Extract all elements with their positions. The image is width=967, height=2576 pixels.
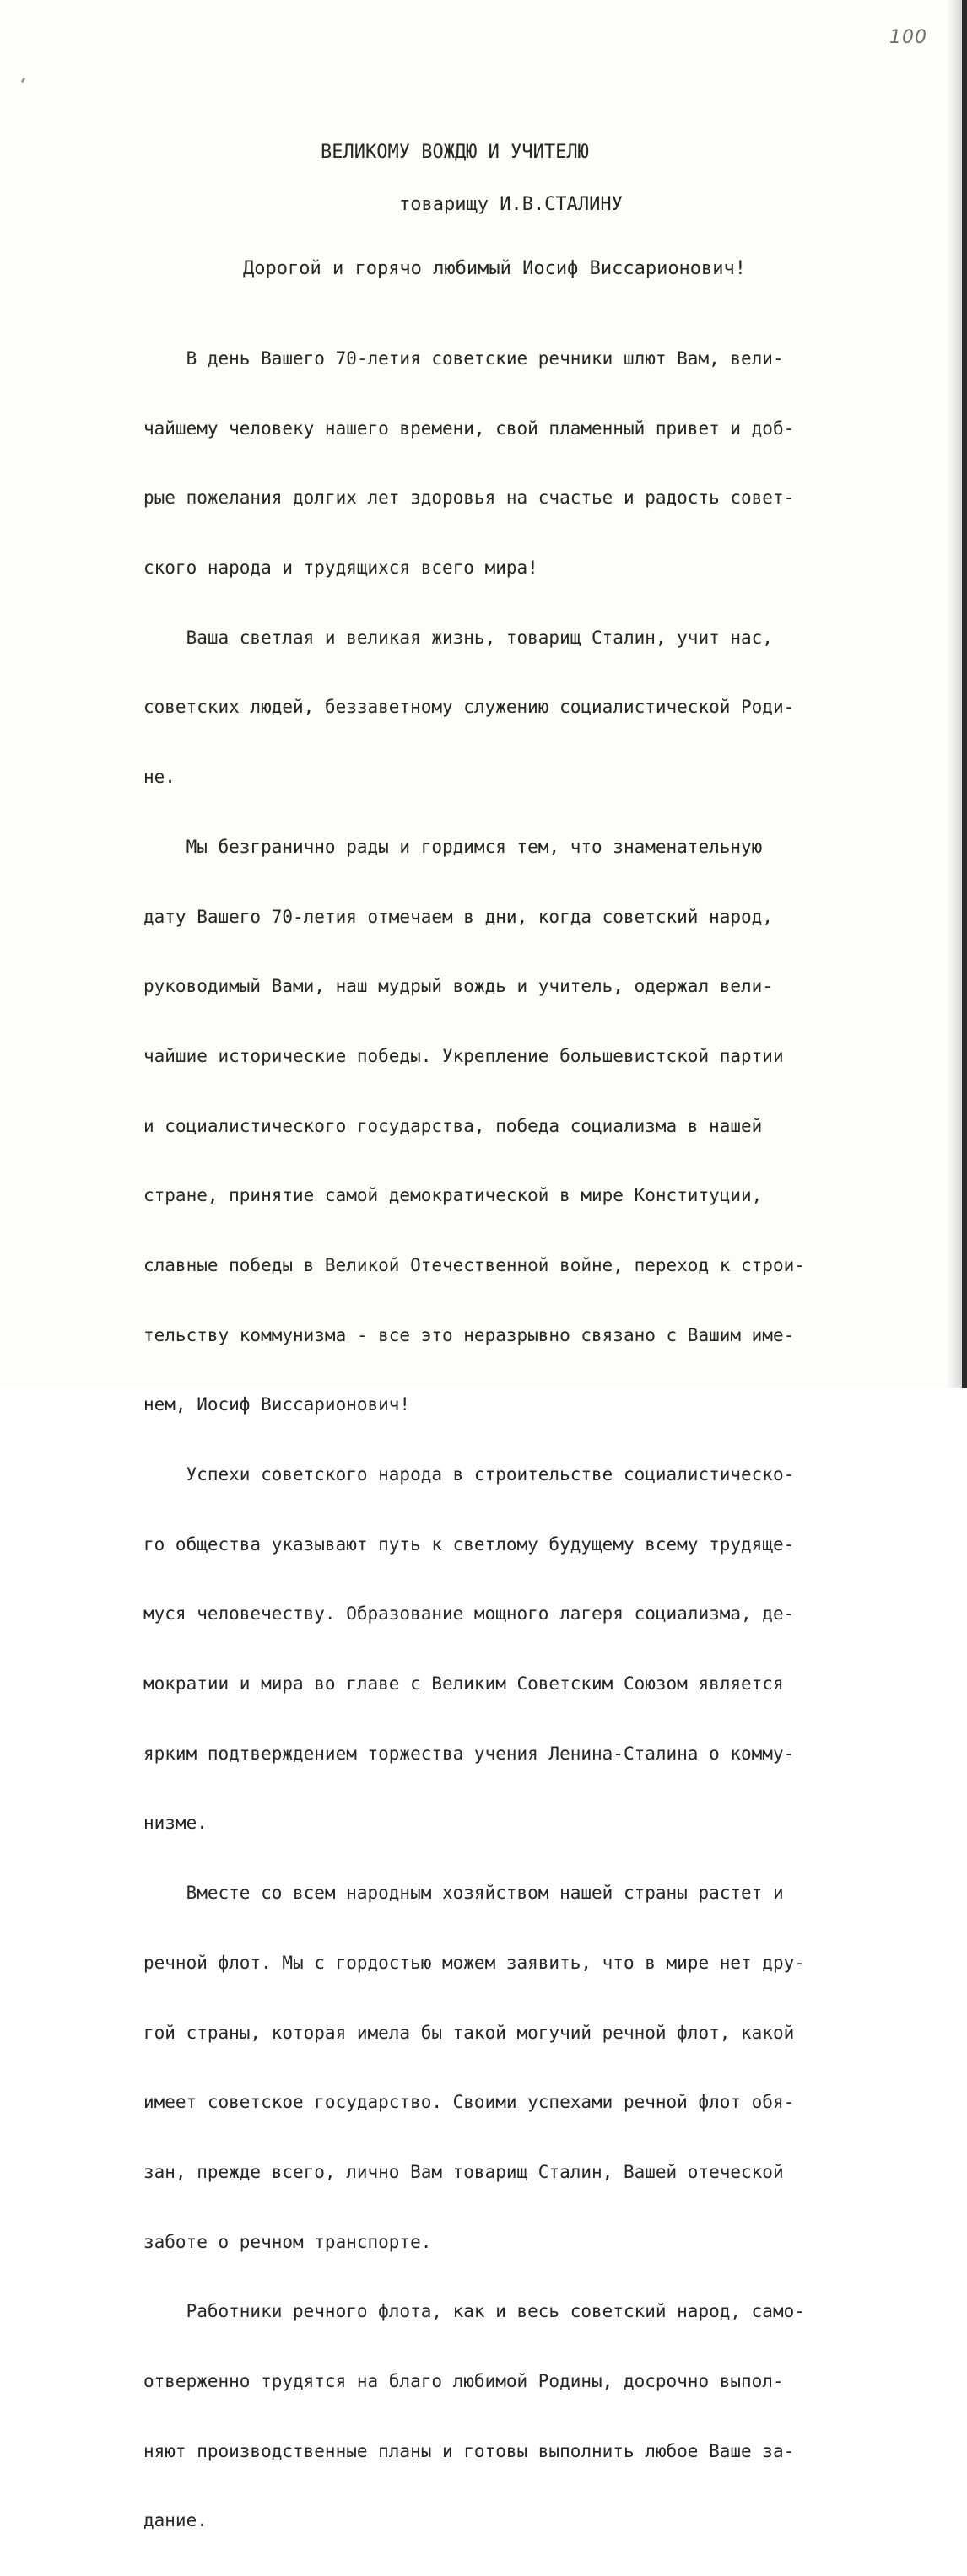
body-line: чайшему человеку нашего времени, свой пламенный привет и доб- <box>143 418 795 439</box>
body-line: тельству коммунизма - все это неразрывно связано с Вашим име- <box>143 1324 795 1345</box>
salutation: Дорогой и горячо любимый Иосиф Виссарионович! <box>243 258 747 279</box>
body-line: стране, принятие самой демократической в мире Конституции, <box>143 1185 763 1206</box>
body-line: чайшие исторические победы. Укрепление большевистской партии <box>143 1045 784 1066</box>
body-line: рые пожелания долгих лет здоровья на счастье и радость совет- <box>143 488 795 509</box>
body-line: Ваша светлая и великая жизнь, товарищ Сталин, учит нас, <box>143 627 773 648</box>
heading-line-2: товарищу И.В.СТАЛИНУ <box>399 194 623 215</box>
body-line: дату Вашего 70-летия отмечаем в дни, когда советский народ, <box>143 906 773 927</box>
body-line: дание. <box>143 2510 208 2531</box>
page-edge-shadow <box>947 0 962 1388</box>
body-line: В день Вашего 70-летия советские речники шлют Вам, вели- <box>143 348 784 369</box>
body-line: имеет советское государство. Своими успехами речной флот обя- <box>143 2092 795 2113</box>
body-line: го общества указывают путь к светлому будущему всему трудяще- <box>143 1533 795 1555</box>
body-line: няют производственные планы и готовы выполнить любое Ваше за- <box>143 2440 795 2461</box>
body-line: Успехи советского народа в строительстве социалистическо- <box>143 1464 795 1485</box>
body-line: зан, прежде всего, лично Вам товарищ Сталин, Вашей отеческой <box>143 2161 784 2182</box>
body-line: советских людей, беззаветному служению социалистической Роди- <box>143 697 795 718</box>
body-line: ского народа и трудящихся всего мира! <box>143 558 538 579</box>
body-line: мократии и мира во главе с Великим Советским Союзом является <box>143 1673 784 1695</box>
body-line: нем, Иосиф Виссарионович! <box>143 1394 411 1415</box>
body-line: ярким подтверждением торжества учения Ленина-Сталина о комму- <box>143 1743 795 1764</box>
body-line: муся человечеству. Образование мощного лагеря социализма, де- <box>143 1603 795 1625</box>
page-number: 100 <box>889 27 927 48</box>
body-line: заботе о речном транспорте. <box>143 2231 432 2252</box>
body-line: низме. <box>143 1813 208 1834</box>
body-line: руководимый Вами, наш мудрый вождь и учитель, одержал вели- <box>143 976 773 997</box>
body-line: речной флот. Мы с гордостью можем заявить, что в мире нет дру- <box>143 1952 805 1973</box>
paper-speck <box>21 78 26 84</box>
body-line: Вместе со всем народным хозяйством нашей страны растет и <box>143 1883 784 1904</box>
body-line: Работники речного флота, как и весь советский народ, само- <box>143 2301 805 2322</box>
body-line: и социалистического государства, победа социализма в нашей <box>143 1115 763 1136</box>
body-line: отверженно трудятся на благо любимой Родины, досрочно выпол- <box>143 2370 784 2391</box>
body-line: гой страны, которая имела бы такой могучий речной флот, какой <box>143 2022 795 2043</box>
letter-body <box>143 304 937 2576</box>
heading-line-1: ВЕЛИКОМУ ВОЖДЮ И УЧИТЕЛЮ <box>321 142 589 163</box>
body-line: не. <box>143 767 176 788</box>
body-line: славные победы в Великой Отечественной войне, переход к строи- <box>143 1254 805 1275</box>
body-line: Мы безгранично рады и гордимся тем, что знаменательную <box>143 836 763 857</box>
